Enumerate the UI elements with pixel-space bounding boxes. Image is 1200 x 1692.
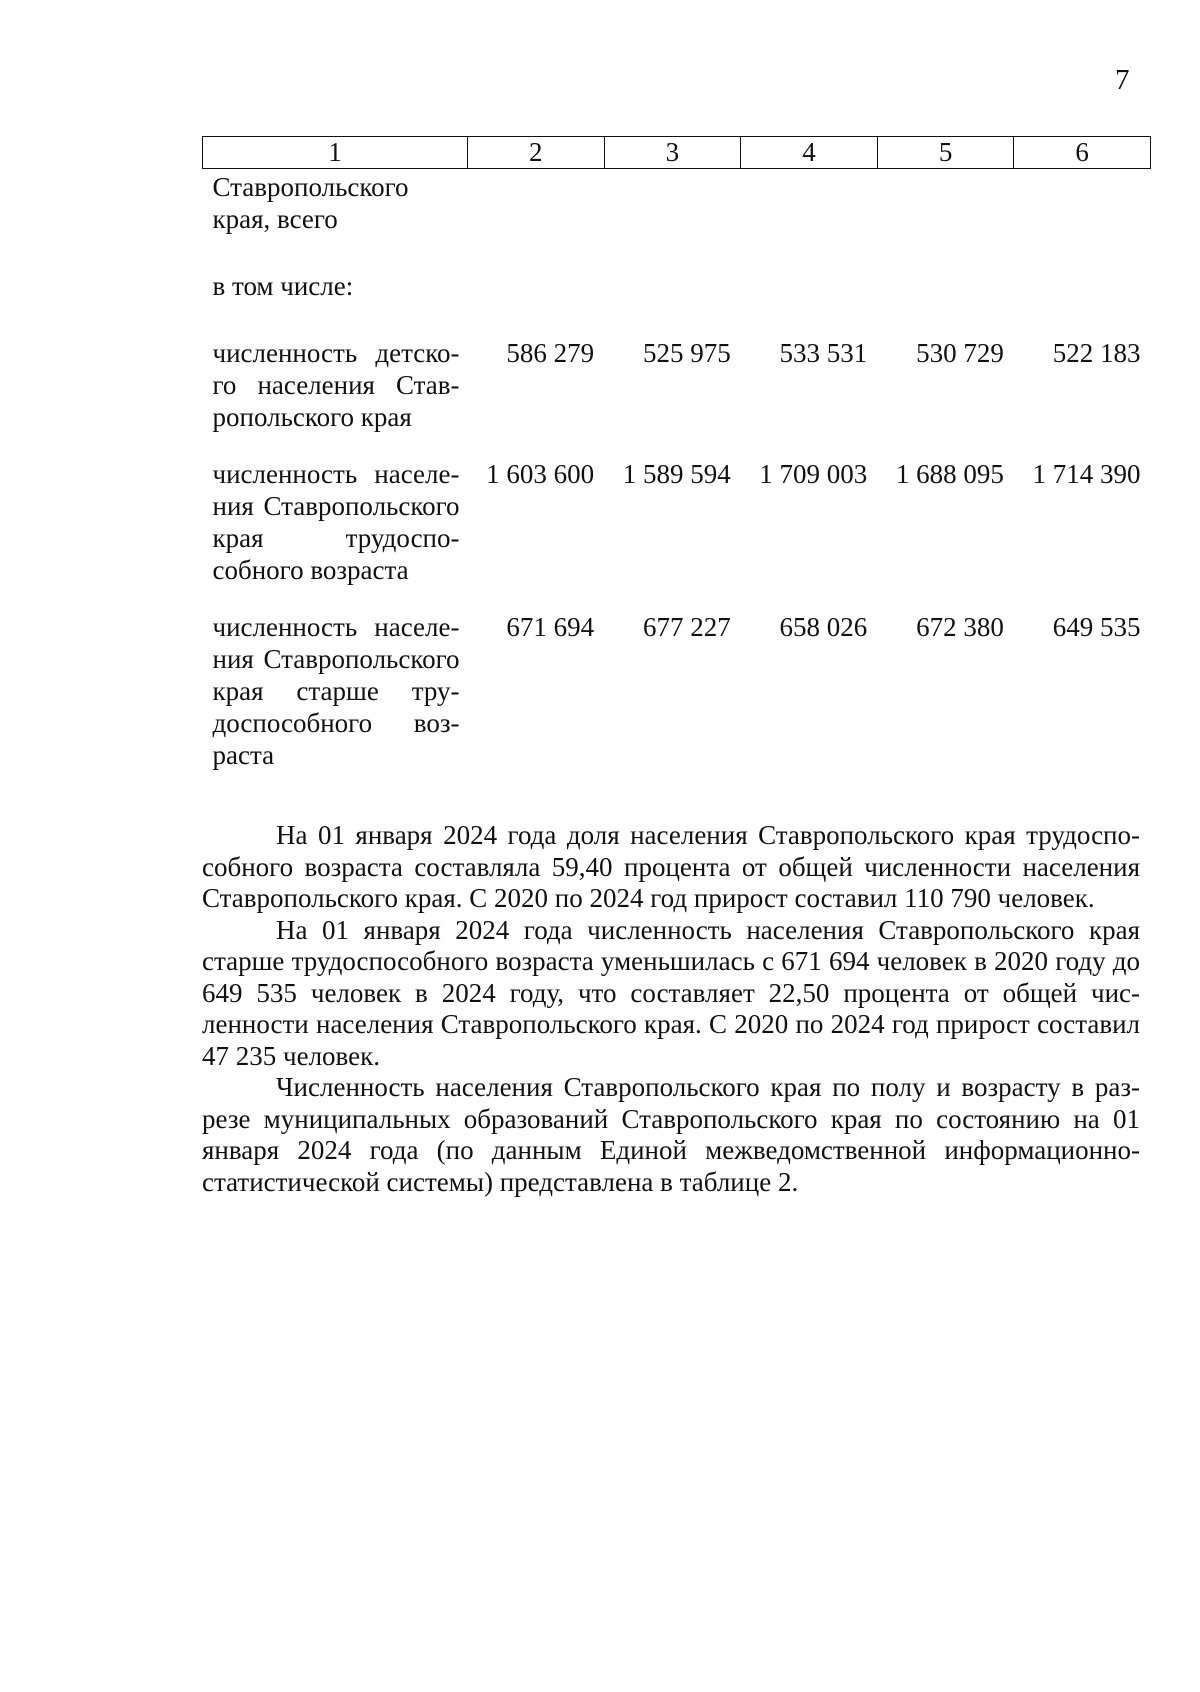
table-cell bbox=[604, 169, 741, 271]
table-cell bbox=[468, 169, 605, 271]
table-cell: 671 694 bbox=[506, 612, 595, 642]
table-cell bbox=[741, 169, 878, 271]
table-row bbox=[203, 337, 1151, 458]
row-label: численность населения Ставропольского края старше трудоспособного возраста bbox=[212, 612, 460, 770]
table-cell: 530 729 bbox=[916, 338, 1004, 368]
table-cell: 1 709 003 bbox=[759, 459, 868, 489]
column-header: 3 bbox=[604, 137, 741, 169]
table-cell: 677 227 bbox=[642, 612, 731, 642]
table-cell bbox=[1014, 270, 1151, 337]
body-text bbox=[202, 820, 1140, 1198]
table-row bbox=[203, 169, 1151, 271]
paragraph-table-reference: Численность населения Ставропольского края по полу и возрасту в разрезе муниципальных образований Ставропольского края по состоянию на 01 января 2024 года (по данным Единой межведомственной информационно-статистической системы) представлена в таблице 2. bbox=[202, 1072, 1140, 1197]
table-cell: 1 603 600 bbox=[486, 459, 595, 489]
table-cell: 1 714 390 bbox=[1032, 459, 1141, 489]
column-header: 1 bbox=[203, 137, 468, 169]
table-cell bbox=[877, 270, 1014, 337]
row-label: численность детского населения Ставропольского края bbox=[212, 338, 460, 432]
table-cell: 658 026 bbox=[779, 612, 868, 642]
table-cell: 525 975 bbox=[642, 338, 731, 368]
table-row bbox=[203, 458, 1151, 611]
table-header-row bbox=[203, 137, 1151, 169]
table-cell: 522 183 bbox=[1052, 338, 1141, 368]
table-cell: 1 688 095 bbox=[895, 459, 1004, 489]
column-header: 5 bbox=[877, 137, 1014, 169]
row-label: численность населения Ставропольского края трудоспособного возраста bbox=[212, 459, 460, 585]
table-cell: 586 279 bbox=[506, 338, 595, 368]
paragraph-elderly: На 01 января 2024 года численность населения Ставропольского края старше трудоспособного возраста уменьшилась с 671 694 человек в 2020 году до 649 535 человек в 2024 году, что составляет 22,50 процента от общей численности населения Ставропольского края. С 2020 по 2024 год прирост составил 47 235 человек. bbox=[202, 914, 1140, 1071]
row-label: Ставропольского края, всего bbox=[212, 172, 409, 234]
column-header: 4 bbox=[741, 137, 878, 169]
paragraph-working-age: На 01 января 2024 года доля населения Ставропольского края трудоспособного возраста составляла 59,40 процента от общей численности населения Ставропольского края. С 2020 по 2024 год прирост составил 110 790 человек. bbox=[202, 820, 1140, 913]
table-cell bbox=[604, 270, 741, 337]
table-cell bbox=[468, 270, 605, 337]
table-cell: 1 589 594 bbox=[622, 459, 731, 489]
page-number: 7 bbox=[1115, 64, 1130, 96]
table-cell: 672 380 bbox=[916, 612, 1004, 642]
table-cell: 649 535 bbox=[1052, 612, 1141, 642]
table-row bbox=[203, 270, 1151, 337]
column-header: 2 bbox=[468, 137, 605, 169]
table-cell bbox=[741, 270, 878, 337]
column-header: 6 bbox=[1014, 137, 1151, 169]
population-table bbox=[202, 136, 1151, 771]
row-label: в том числе: bbox=[212, 271, 354, 301]
table-cell bbox=[877, 169, 1014, 271]
table-row bbox=[203, 611, 1151, 771]
table-cell: 533 531 bbox=[779, 338, 868, 368]
table-cell bbox=[1014, 169, 1151, 271]
